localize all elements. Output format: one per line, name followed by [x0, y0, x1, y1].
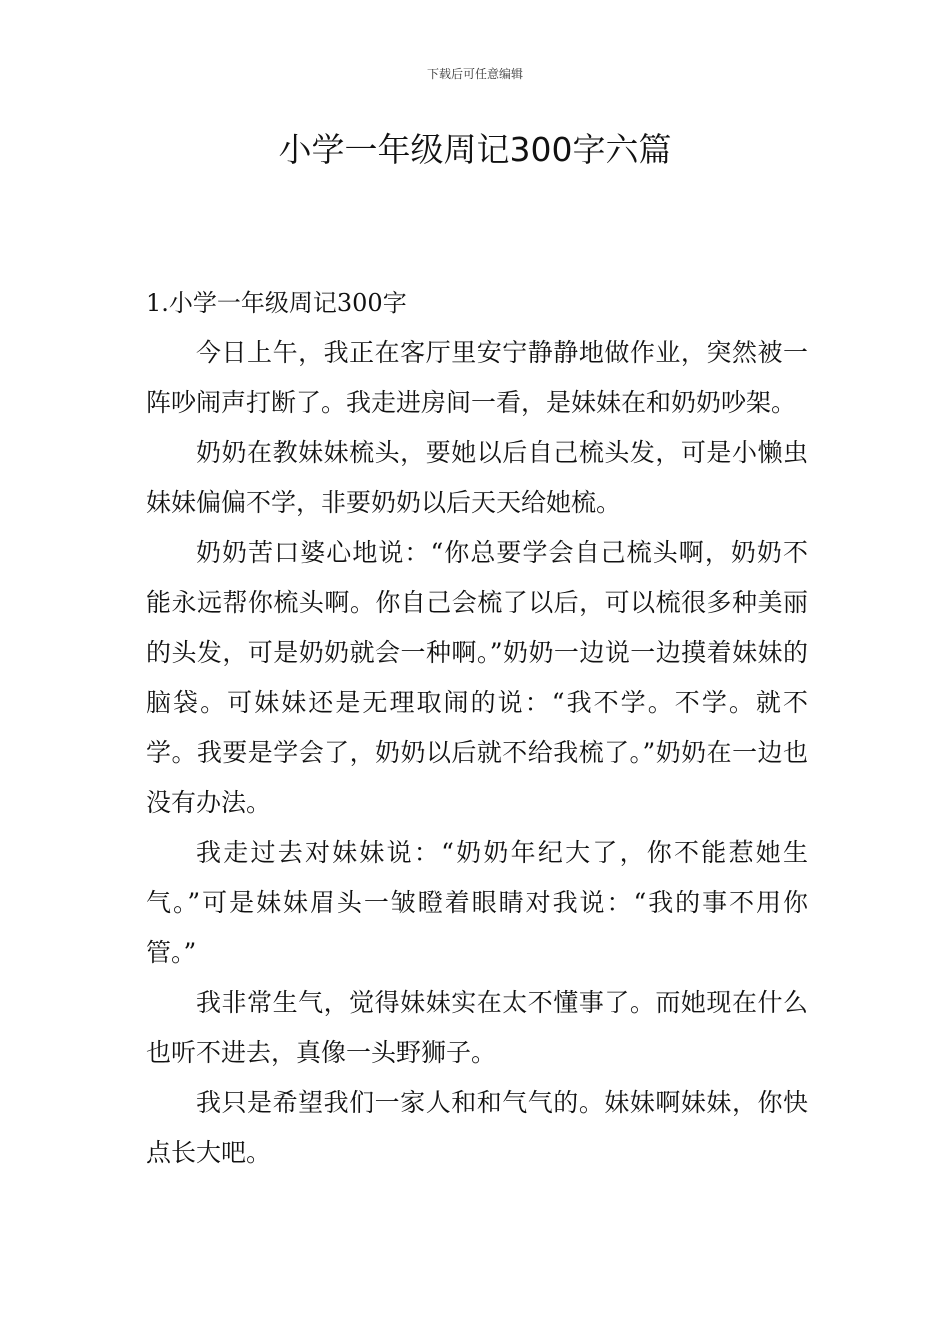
header-note: 下载后可任意编辑	[426, 67, 523, 81]
document-body	[146, 278, 808, 1178]
section-heading: 1.小学一年级周记300字	[146, 289, 407, 317]
paragraph: 我走过去对妹妹说：“奶奶年纪大了，你不能惹她生气。”可是妹妹眉头一皱瞪着眼睛对我说：“我的事不用你管。”	[146, 838, 808, 967]
paragraph: 奶奶在教妹妹梳头，要她以后自己梳头发，可是小懒虫妹妹偏偏不学，非要奶奶以后天天给她梳。	[146, 438, 808, 517]
paragraph: 奶奶苦口婆心地说：“你总要学会自己梳头啊，奶奶不能永远帮你梳头啊。你自己会梳了以后，可以梳很多种美丽的头发，可是奶奶就会一种啊。”奶奶一边说一边摸着妹妹的脑袋。可妹妹还是无理取闹的说：“我不学。不学。就不学。我要是学会了，奶奶以后就不给我梳了。”奶奶在一边也没有办法。	[146, 538, 808, 817]
paragraph: 今日上午，我正在客厅里安宁静静地做作业，突然被一阵吵闹声打断了。我走进房间一看，是妹妹在和奶奶吵架。	[146, 338, 808, 417]
document-title: 小学一年级周记300字六篇	[278, 130, 672, 169]
paragraph: 我只是希望我们一家人和和气气的。妹妹啊妹妹，你快点长大吧。	[146, 1088, 808, 1167]
paragraph: 我非常生气，觉得妹妹实在太不懂事了。而她现在什么也听不进去，真像一头野狮子。	[146, 988, 808, 1067]
